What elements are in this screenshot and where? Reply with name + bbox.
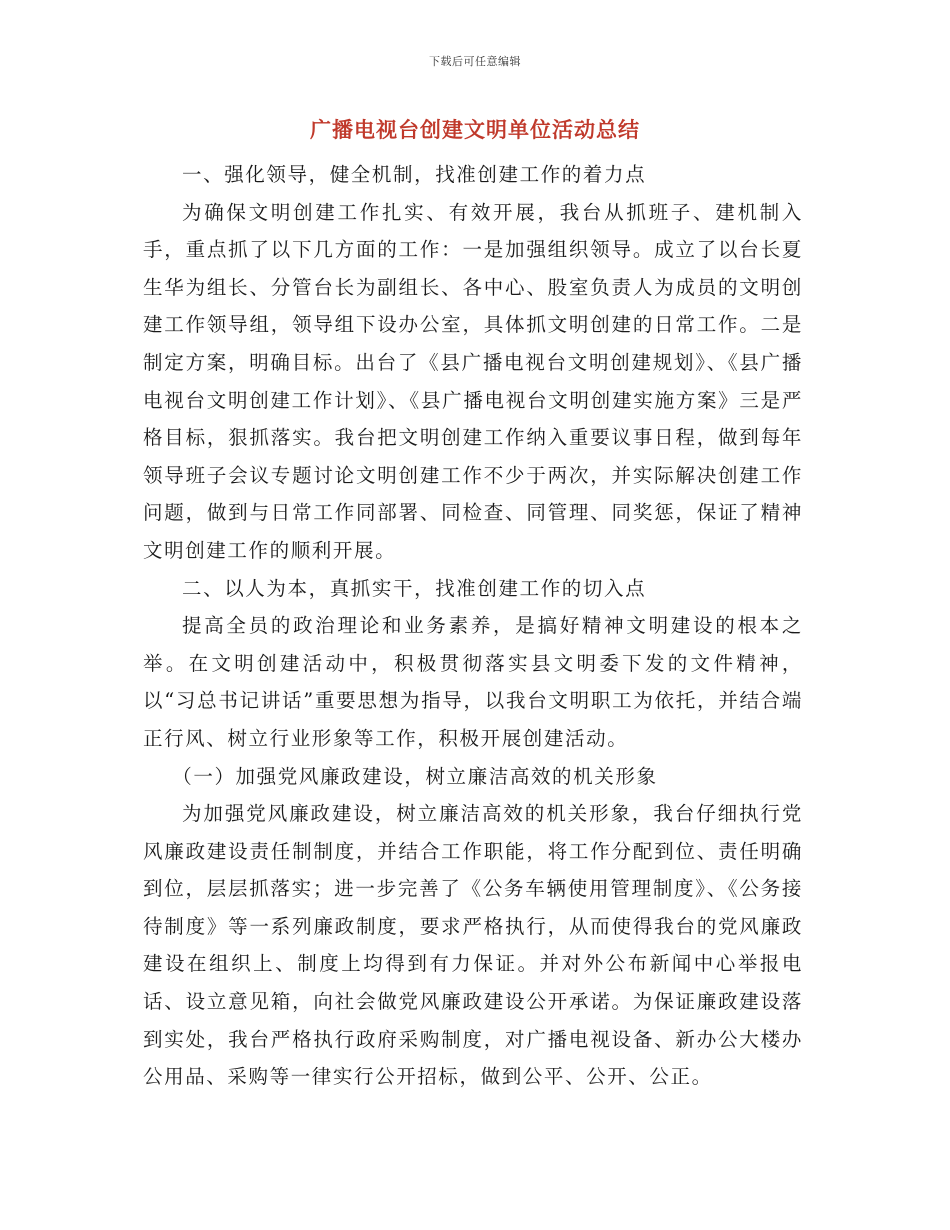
document-title: 广播电视台创建文明单位活动总结 [310,118,640,142]
subsection-heading-1: （一）加强党风廉政建设，树立廉洁高效的机关形象 [172,764,658,788]
section-heading-2: 二、以人为本，真抓实干，找准创建工作的切入点 [182,576,647,600]
header-note: 下载后可任意编辑 [429,55,521,68]
paragraph-3: 为加强党风廉政建设，树立廉洁高效的机关形象，我台仔细执行党风廉政建设责任制制度，并结合工作职能，将工作分配到位、责任明确到位，层层抓落实；进一步完善了《公务车辆使用管理制度》、《公务接待制度》等一系列廉政制度，要求严格执行，从而使得我台的党风廉政建设在组织上、制度上均得到有力保证。并对外公布新闻中心举报电话、设立意见箱，向社会做党风廉政建设公开承诺。为保证廉政建设落到实处，我台严格执行政府采购制度，对广播电视设备、新办公大楼办公用品、采购等一律实行公开招标，做到公平、公开、公正。 [143,802,803,1089]
document-body [143,156,803,1096]
section-heading-1: 一、强化领导，健全机制，找准创建工作的着力点 [182,163,647,186]
paragraph-2: 提高全员的政治理论和业务素养，是搞好精神文明建设的根本之举。在文明创建活动中，积极贯彻落实县文明委下发的文件精神，以“习总书记讲话”重要思想为指导，以我台文明职工为依托，并结合端正行风、树立行业形象等工作，积极开展创建活动。 [143,614,803,750]
paragraph-1: 为确保文明创建工作扎实、有效开展，我台从抓班子、建机制入手，重点抓了以下几方面的工作：一是加强组织领导。成立了以台长夏生华为组长、分管台长为副组长、各中心、股室负责人为成员的文明创建工作领导组，领导组下设办公室，具体抓文明创建的日常工作。二是制定方案，明确目标。出台了《县广播电视台文明创建规划》、《县广播电视台文明创建工作计划》、《县广播电视台文明创建实施方案》三是严格目标，狠抓落实。我台把文明创建工作纳入重要议事日程，做到每年领导班子会议专题讨论文明创建工作不少于两次，并实际解决创建工作问题，做到与日常工作同部署、同检查、同管理、同奖惩，保证了精神文明创建工作的顺利开展。 [143,200,803,562]
